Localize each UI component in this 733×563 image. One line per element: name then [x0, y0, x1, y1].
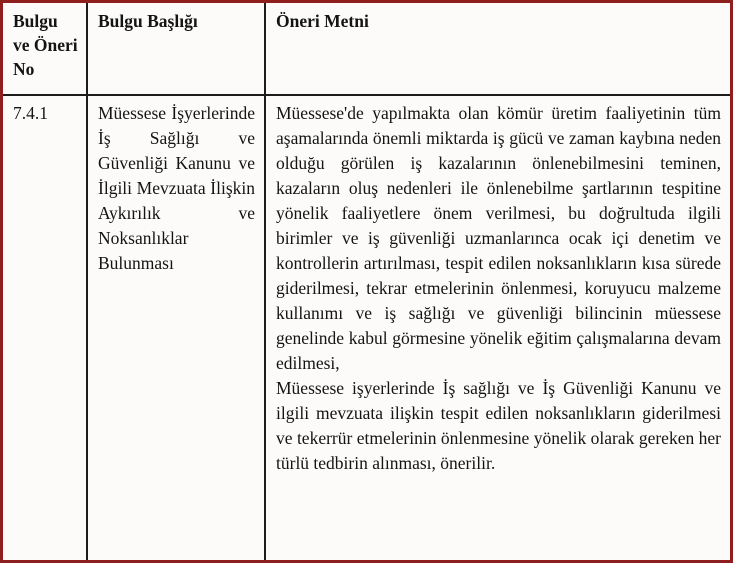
header-finding-title: Bulgu Başlığı	[87, 3, 265, 95]
recommendation-paragraph-2: Müessese işyerlerinde İş sağlığı ve İş Güvenliği Kanunu ve ilgili mevzuata ilişkin tespit edilen noksanlıkların giderilmesi ve tekerrür etmelerinin önlenmesine yönelik olarak gereken her türlü tedbirin alınması, önerilir.	[276, 378, 721, 473]
cell-finding-title: Müessese İşyerlerinde İş Sağlığı ve Güvenliği Kanunu ve İlgili Mevzuata İlişkin Aykırılık ve Noksanlıklar Bulunması	[87, 95, 265, 560]
table-header-row	[3, 3, 730, 95]
cell-finding-no: 7.4.1	[3, 95, 87, 560]
cell-recommendation	[265, 95, 730, 560]
recommendation-paragraph-1: Müessese'de yapılmakta olan kömür üretim faaliyetinin tüm aşamalarında önemli miktarda iş gücü ve zaman kaybına neden olduğu görülen iş kazalarının önlenebilmesini teminen, kazaların oluş nedenleri ile önlenebilme şartlarının tespitine yönelik faaliyetlere önem verilmesi, bu doğrultuda ilgili birimler ve iş güvenliği uzmanlarınca ocak içi denetim ve kontrollerin artırılması, tespit edilen noksanlıkların kısa sürede giderilmesi, tekrar etmelerinin önlenmesi, koruyucu malzeme kullanımı ve iş sağlığı ve güvenliği bilincinin müessese genelinde kabul görmesine yönelik eğitim çalışmalarına devam edilmesi,	[276, 103, 721, 373]
table-row	[3, 95, 730, 560]
header-recommendation: Öneri Metni	[265, 3, 730, 95]
findings-table	[3, 3, 730, 560]
header-finding-no: Bulgu ve Öneri No	[3, 3, 87, 95]
